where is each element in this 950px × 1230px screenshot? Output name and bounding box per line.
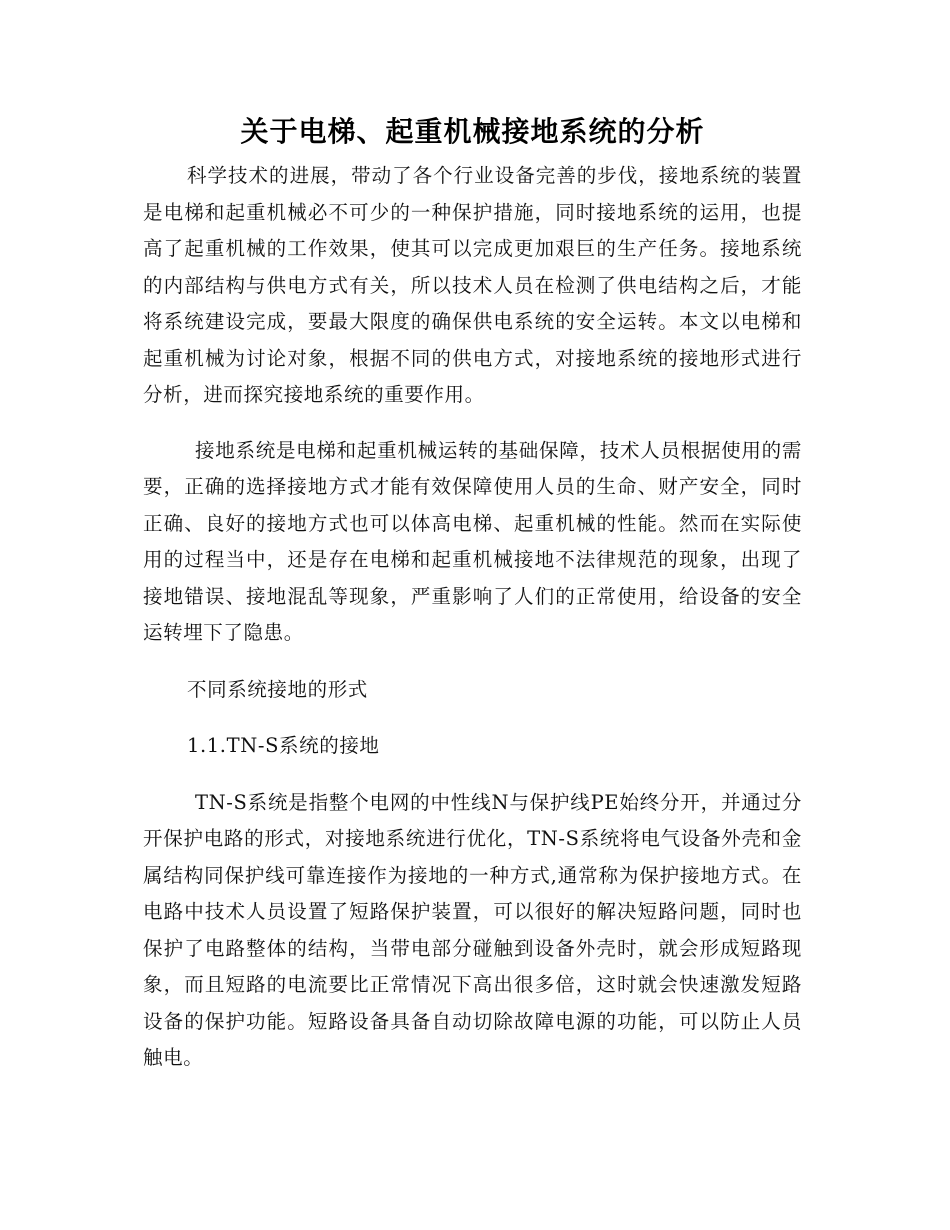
document-title: 关于电梯、起重机械接地系统的分析: [240, 115, 705, 148]
section-heading: 不同系统接地的形式: [187, 677, 368, 701]
paragraph-background: 接地系统是电梯和起重机械运转的基础保障，技术人员根据使用的需要，正确的选择接地方式才能有效保障使用人员的生命、财产安全，同时正确、良好的接地方式也可以体高电梯、起重机械的性能。然而在实际使用的过程当中，还是存在电梯和起重机械接地不法律规范的现象，出现了接地错误、接地混乱等现象，严重影响了人们的正常使用，给设备的安全运转埋下了隐患。: [143, 438, 802, 644]
subsection-heading: 1.1.TN-S系统的接地: [187, 734, 380, 757]
paragraph-intro: 科学技术的进展，带动了各个行业设备完善的步伐，接地系统的装置是电梯和起重机械必不可少的一种保护措施，同时接地系统的运用，也提高了起重机械的工作效果，使其可以完成更加艰巨的生产任务。接地系统的内部结构与供电方式有关，所以技术人员在检测了供电结构之后，才能将系统建设完成，要最大限度的确保供电系统的安全运转。本文以电梯和起重机械为讨论对象，根据不同的供电方式，对接地系统的接地形式进行分析，进而探究接地系统的重要作用。: [143, 164, 802, 406]
paragraph-tn-s: TN-S系统是指整个电网的中性线N与保护线PE始终分开，并通过分开保护电路的形式，对接地系统进行优化，TN-S系统将电气设备外壳和金属结构同保护线可靠连接作为接地的一种方式,通常称为保护接地方式。在电路中技术人员设置了短路保护装置，可以很好的解决短路问题，同时也保护了电路整体的结构，当带电部分碰触到设备外壳时，就会形成短路现象，而且短路的电流要比正常情况下高出很多倍，这时就会快速激发短路设备的保护功能。短路设备具备自动切除故障电源的功能，可以防止人员触电。: [143, 790, 802, 1069]
